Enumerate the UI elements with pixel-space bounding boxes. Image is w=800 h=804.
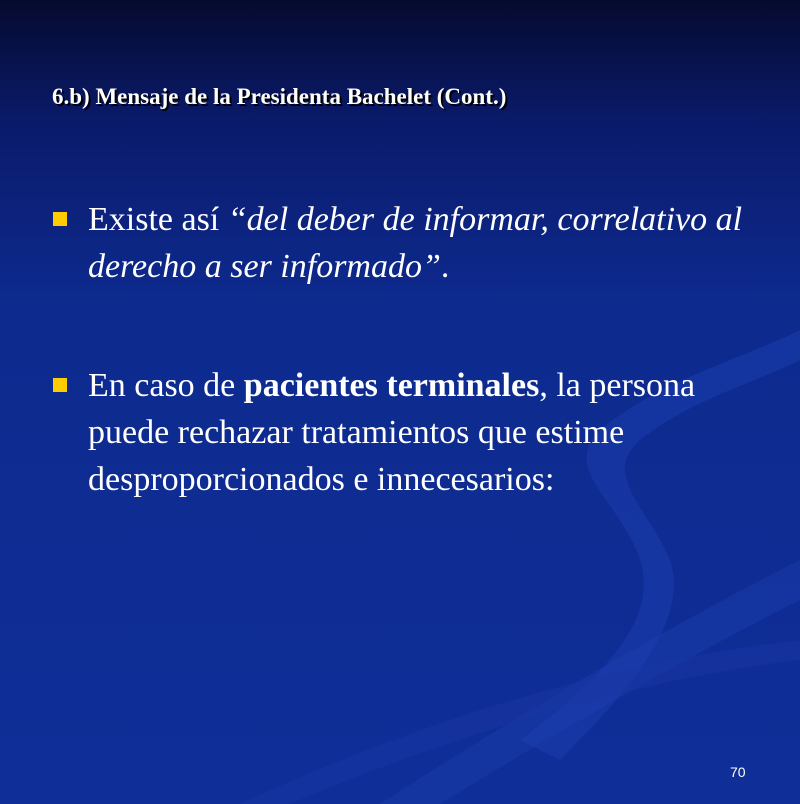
square-bullet-icon: [53, 212, 67, 226]
bullet-text-suffix: .: [440, 248, 450, 285]
page-number: 70: [730, 764, 746, 780]
square-bullet-icon: [53, 378, 67, 392]
bullet-list: [50, 196, 770, 503]
bullet-text-suffix: , la persona puede rechazar tratamientos que estime desproporcionados e innecesarios:: [88, 367, 696, 498]
bullet-emphasis: pacientes terminales: [243, 367, 540, 404]
bullet-item-pacientes: [50, 362, 770, 503]
bullet-text-prefix: Existe así: [88, 201, 228, 238]
bullet-item-informar: [50, 196, 770, 290]
slide-title: 6.b) Mensaje de la Presidenta Bachelet (Cont.): [52, 84, 507, 109]
bullet-text-prefix: En caso de: [88, 367, 244, 404]
bullet-quote: “del deber de informar, correlativo al derecho a ser informado”: [88, 201, 743, 285]
